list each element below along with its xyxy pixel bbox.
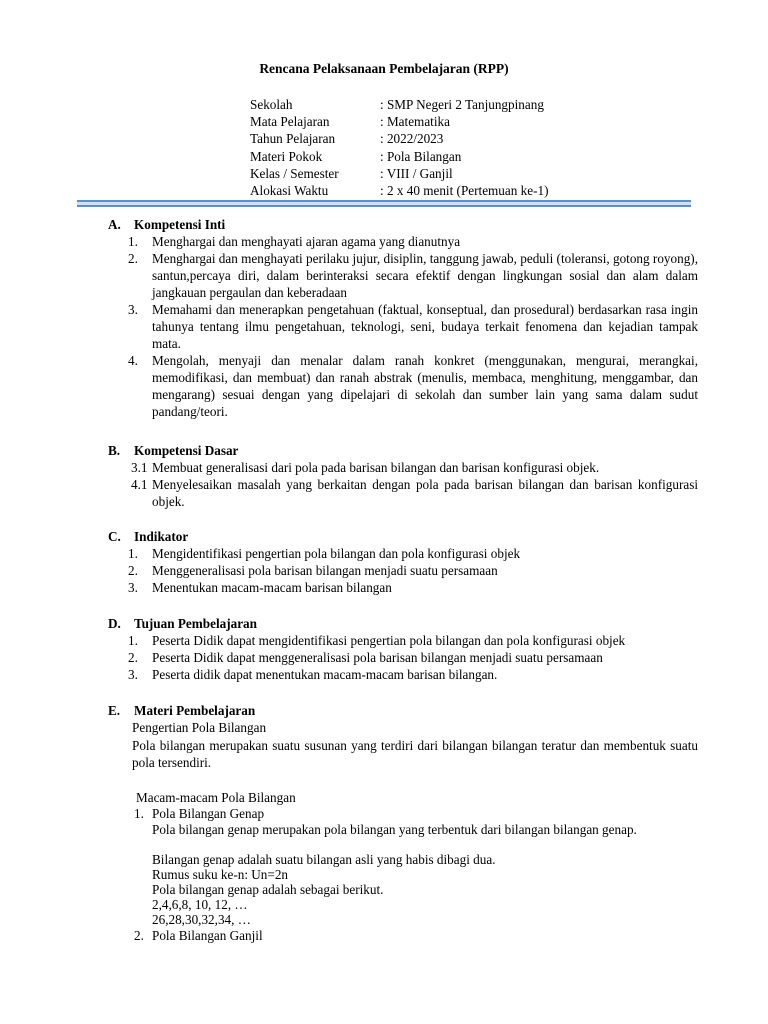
section-b-list — [131, 459, 698, 510]
list-number: 3. — [128, 580, 138, 595]
type1-line3: Pola bilangan genap adalah sebagai berikut. — [152, 882, 384, 897]
list-text: Menggeneralisasi pola barisan bilangan menjadi suatu persamaan — [152, 563, 498, 578]
info-label: Kelas / Semester — [250, 165, 339, 181]
type1-formula: Rumus suku ke-n: Un=2n — [152, 867, 289, 882]
section-a-list — [128, 233, 698, 420]
info-value: : Matematika — [380, 114, 450, 130]
type1-sequence-1: 2,4,6,8, 10, 12, … — [152, 897, 248, 912]
list-text: Menghargai dan menghayati perilaku jujur, disiplin, tanggung jawab, peduli (toleransi, gotong royong), santun,percaya diri, dalam berinteraksi secara efektif dengan lingkungan sosial dan alam dalam jangkauan pergaulan dan keberadaan — [152, 251, 698, 300]
section-a-heading — [108, 216, 225, 233]
list-item — [128, 233, 698, 250]
list-text: Menentukan macam-macam barisan bilangan — [152, 580, 392, 595]
section-letter: B. — [108, 443, 121, 458]
info-value: : Pola Bilangan — [380, 148, 462, 164]
info-label: Mata Pelajaran — [250, 114, 330, 130]
list-number: 1. — [128, 633, 138, 648]
list-item — [128, 545, 698, 562]
list-number: 3.1 — [131, 460, 148, 475]
info-label: Materi Pokok — [250, 148, 323, 164]
list-text: Mengolah, menyaji dan menalar dalam ranah konkret (menggunakan, mengurai, merangkai, memodifikasi, dan membuat) dan ranah abstrak (menulis, membaca, menghitung, menggambar, dan mengarang) sesuai dengan yang dipelajari di sekolah dan sumber lain yang sama dalam sudut pandang/teori. — [152, 353, 698, 419]
section-title: Indikator — [134, 529, 189, 544]
type2-heading — [134, 927, 263, 944]
list-item — [128, 666, 698, 683]
info-label: Alokasi Waktu — [250, 182, 329, 198]
type1-desc: Pola bilangan genap merupakan pola bilangan yang terbentuk dari bilangan bilangan genap. — [152, 822, 637, 837]
list-text: Memahami dan menerapkan pengetahuan (faktual, konseptual, dan prosedural) berdasarkan rasa ingin tahunya tentang ilmu pengetahuan, teknologi, seni, budaya terkait fenomena dan kejadian tampak mata. — [152, 302, 698, 351]
list-number: 2. — [128, 650, 138, 665]
list-item — [128, 250, 698, 301]
list-number: 2. — [128, 563, 138, 578]
section-d-list — [128, 632, 698, 683]
info-row — [250, 96, 548, 113]
definition-paragraph: Pola bilangan merupakan suatu susunan yang terdiri dari bilangan bilangan teratur dan membentuk suatu pola tersendiri. — [132, 738, 698, 770]
list-text: Peserta Didik dapat mengidentifikasi pengertian pola bilangan dan pola konfigurasi objek — [152, 633, 626, 648]
list-text: Peserta Didik dapat menggeneralisasi pola barisan bilangan menjadi suatu persamaan — [152, 650, 603, 665]
types-title: Macam-macam Pola Bilangan — [136, 790, 296, 805]
list-item — [128, 301, 698, 352]
list-number: 1. — [128, 234, 138, 249]
info-value: : 2 x 40 menit (Pertemuan ke-1) — [380, 182, 549, 198]
section-letter: C. — [108, 529, 121, 544]
list-text: Mengidentifikasi pengertian pola bilangan dan pola konfigurasi objek — [152, 546, 521, 561]
list-item — [131, 476, 698, 510]
section-c-heading — [108, 528, 188, 545]
info-label: Tahun Pelajaran — [250, 131, 336, 147]
info-label: Sekolah — [250, 97, 293, 112]
info-row — [250, 165, 548, 182]
type1-line1: Bilangan genap adalah suatu bilangan asli yang habis dibagi dua. — [152, 852, 496, 867]
list-text: Peserta didik dapat menentukan macam-macam barisan bilangan. — [152, 667, 498, 682]
document-title: Rencana Pelaksanaan Pembelajaran (RPP) — [259, 61, 509, 76]
header-divider — [77, 200, 691, 207]
section-title: Kompetensi Inti — [134, 217, 226, 232]
section-letter: A. — [108, 217, 121, 232]
section-letter: D. — [108, 616, 121, 631]
info-value: : VIII / Ganjil — [380, 165, 453, 181]
section-d-heading — [108, 615, 257, 632]
list-text: Menyelesaikan masalah yang berkaitan dengan pola pada barisan bilangan dan barisan konfigurasi objek. — [152, 477, 698, 509]
section-b-heading — [108, 442, 238, 459]
list-item — [128, 649, 698, 666]
list-item — [128, 632, 698, 649]
type1-heading — [134, 805, 264, 822]
list-number: 4.1 — [131, 477, 148, 492]
section-letter: E. — [108, 703, 121, 718]
section-title: Tujuan Pembelajaran — [134, 616, 257, 631]
list-number: 2. — [134, 928, 144, 943]
type1-description — [152, 821, 698, 838]
list-number: 1. — [128, 546, 138, 561]
section-c-list — [128, 545, 698, 596]
type1-sequence-2: 26,28,30,32,34, … — [152, 912, 251, 927]
list-number: 1. — [134, 806, 144, 821]
list-item — [128, 579, 698, 596]
list-item — [131, 459, 698, 476]
list-number: 3. — [128, 667, 138, 682]
info-value: : SMP Negeri 2 Tanjungpinang — [380, 97, 544, 112]
list-item — [128, 562, 698, 579]
info-value: : 2022/2023 — [380, 131, 444, 147]
info-row — [250, 182, 548, 199]
list-number: 2. — [128, 251, 138, 266]
list-number: 4. — [128, 353, 138, 368]
list-number: 3. — [128, 302, 138, 317]
section-e-heading — [108, 702, 255, 719]
type1-title: Pola Bilangan Genap — [152, 806, 265, 821]
type2-title: Pola Bilangan Ganjil — [152, 928, 263, 943]
info-row — [250, 130, 548, 147]
section-title: Materi Pembelajaran — [134, 703, 256, 718]
list-item — [128, 352, 698, 420]
info-row — [250, 148, 548, 165]
info-row — [250, 113, 548, 130]
info-table — [250, 96, 548, 199]
list-text: Menghargai dan menghayati ajaran agama yang dianutnya — [152, 234, 461, 249]
section-title: Kompetensi Dasar — [134, 443, 239, 458]
subtitle-pengertian: Pengertian Pola Bilangan — [132, 720, 267, 735]
list-text: Membuat generalisasi dari pola pada barisan bilangan dan barisan konfigurasi objek. — [152, 460, 600, 475]
